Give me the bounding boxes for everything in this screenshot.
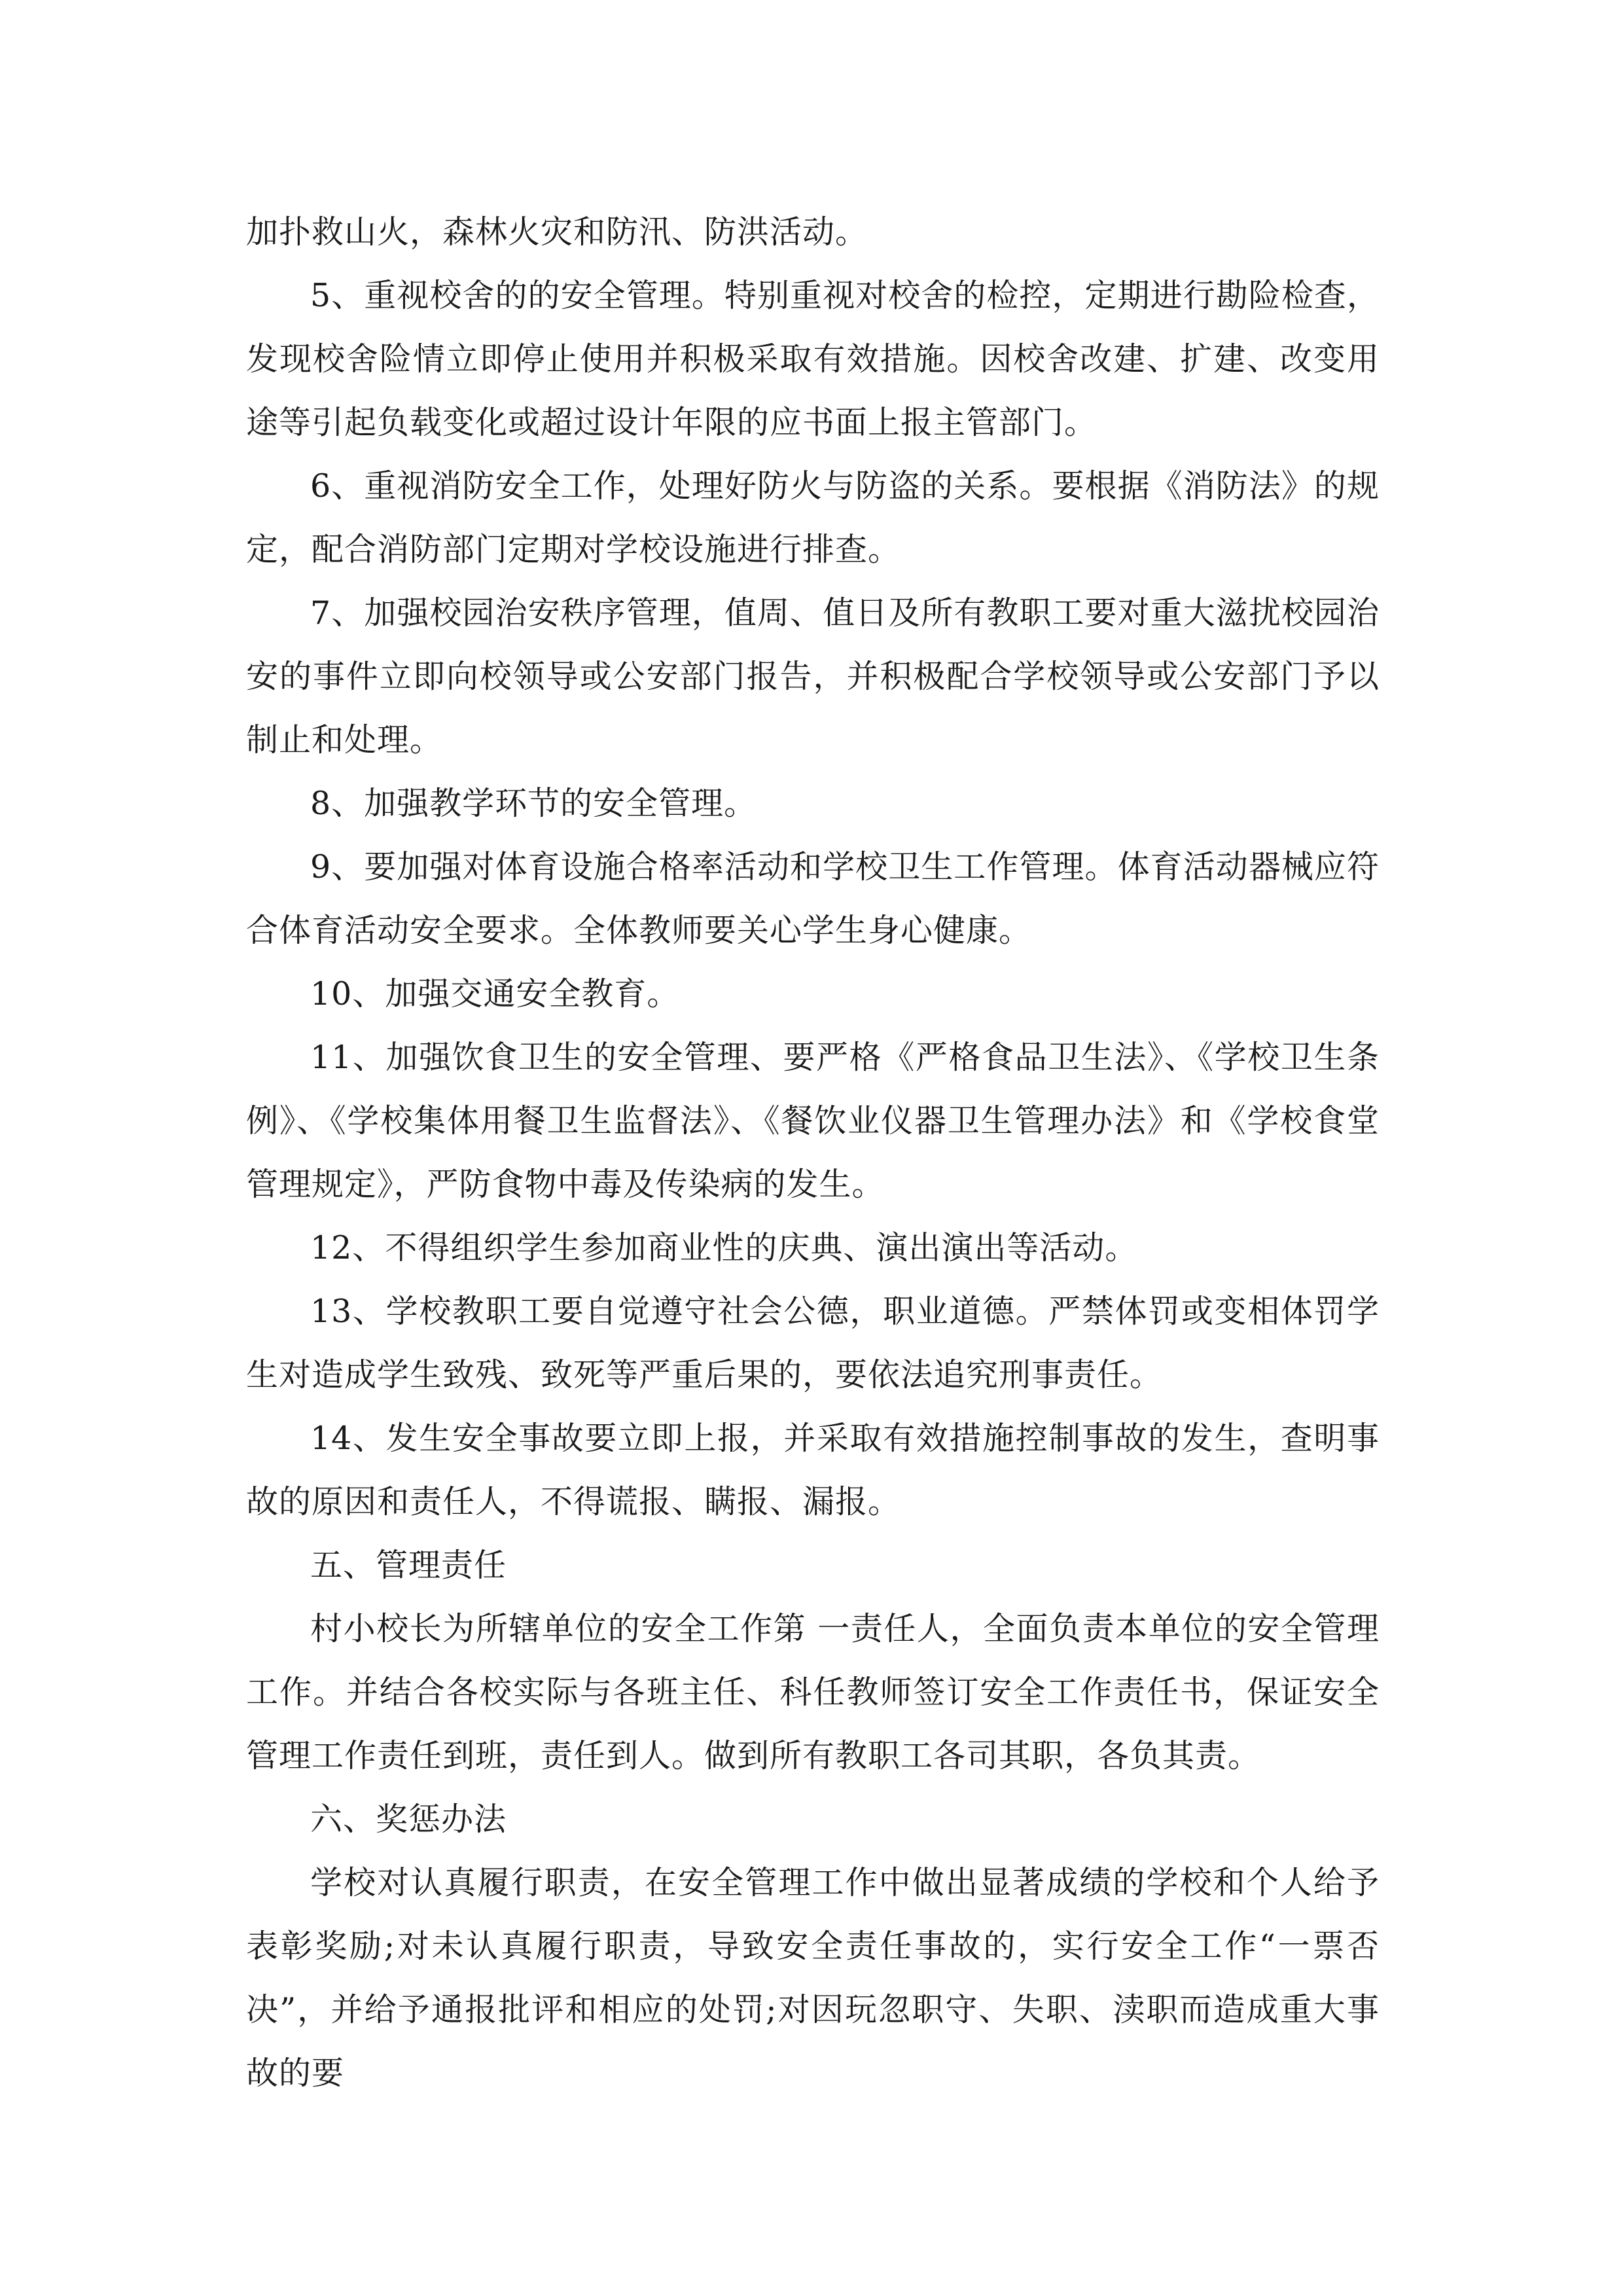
- paragraph-item-5: 5、重视校舍的的安全管理。特别重视对校舍的检控，定期进行勘险检查，发现校舍险情立即停止使用并积极采取有效措施。因校舍改建、扩建、改变用途等引起负载变化或超过设计年限的应书面上报主管部门。: [246, 277, 1380, 441]
- paragraph-rewards: 学校对认真履行职责，在安全管理工作中做出显著成绩的学校和个人给予表彰奖励;对未认真履行职责，导致安全责任事故的，实行安全工作“一票否决”，并给予通报批评和相应的处罚;对因玩忽职守、失职、渎职而造成重大事故的要: [246, 1864, 1380, 2092]
- paragraph-item-6: 6、重视消防安全工作，处理好防火与防盗的关系。要根据《消防法》的规定，配合消防部门定期对学校设施进行排查。: [246, 467, 1380, 568]
- paragraph-item-12: 12、不得组织学生参加商业性的庆典、演出演出等活动。: [310, 1229, 1138, 1266]
- document-body: [246, 200, 1380, 2105]
- paragraph-item-7: 7、加强校园治安秩序管理，值周、值日及所有教职工要对重大滋扰校园治安的事件立即向校领导或公安部门报告，并积极配合学校领导或公安部门予以制止和处理。: [246, 594, 1380, 759]
- paragraph-item-8: 8、加强教学环节的安全管理。: [310, 785, 757, 822]
- paragraph-item-14: 14、发生安全事故要立即上报，并采取有效措施控制事故的发生，查明事故的原因和责任人，不得谎报、瞒报、漏报。: [246, 1420, 1380, 1520]
- paragraph-continuation: 加扑救山火，森林火灾和防汛、防洪活动。: [246, 213, 868, 251]
- section-heading-management: 五、管理责任: [310, 1547, 507, 1584]
- paragraph-item-11: 11、加强饮食卫生的安全管理、要严格《严格食品卫生法》、《学校卫生条例》、《学校集体用餐卫生监督法》、《餐饮业仪器卫生管理办法》和《学校食堂管理规定》，严防食物中毒及传染病的发生。: [246, 1039, 1380, 1203]
- paragraph-item-9: 9、要加强对体育设施合格率活动和学校卫生工作管理。体育活动器械应符合体育活动安全要求。全体教师要关心学生身心健康。: [246, 848, 1380, 949]
- paragraph-item-13: 13、学校教职工要自觉遵守社会公德，职业道德。严禁体罚或变相体罚学生对造成学生致残、致死等严重后果的，要依法追究刑事责任。: [246, 1293, 1380, 1393]
- section-heading-rewards: 六、奖惩办法: [310, 1801, 507, 1838]
- paragraph-item-10: 10、加强交通安全教育。: [310, 975, 680, 1013]
- paragraph-management: 村小校长为所辖单位的安全工作第 一责任人，全面负责本单位的安全管理工作。并结合各校实际与各班主任、科任教师签订安全工作责任书，保证安全管理工作责任到班，责任到人。做到所有教职工各司其职，各负其责。: [246, 1610, 1380, 1774]
